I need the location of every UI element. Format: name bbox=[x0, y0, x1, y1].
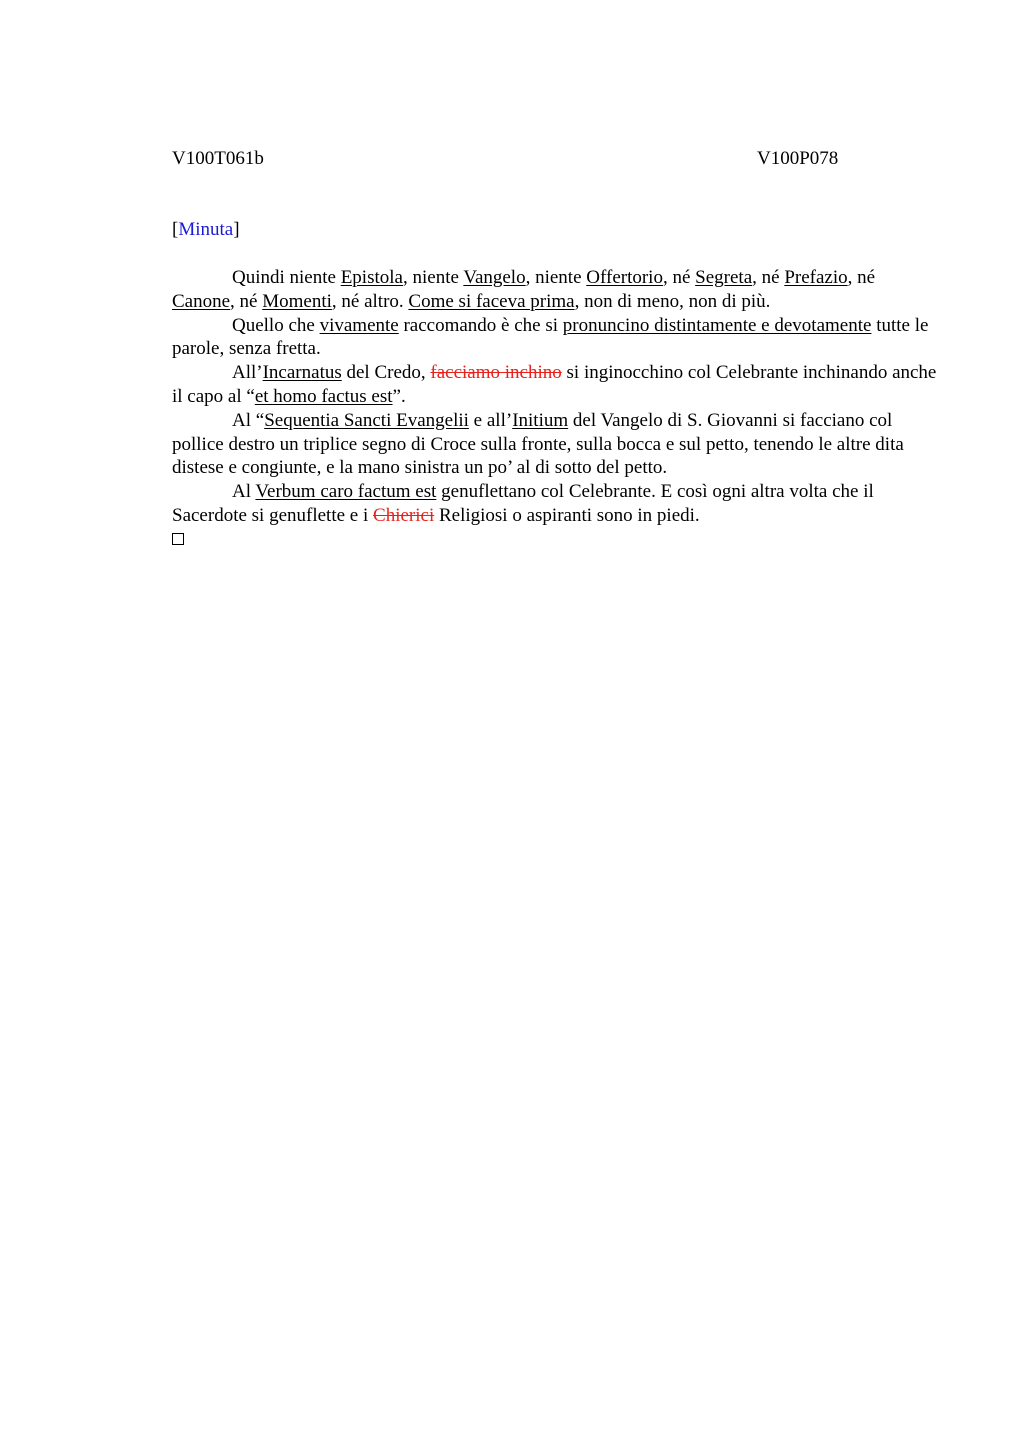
tag-label: Minuta bbox=[178, 219, 234, 240]
underlined-text: et homo factus est bbox=[254, 385, 393, 407]
underlined-text: Canone bbox=[172, 290, 231, 312]
underlined-text: Initium bbox=[512, 409, 569, 431]
paragraph bbox=[172, 266, 942, 314]
text-run: si inginocchino col Celebrante inchinando anche il capo al “ bbox=[172, 362, 937, 407]
text-run: Quindi niente bbox=[232, 267, 341, 288]
text-run: Al “ bbox=[232, 409, 265, 431]
text-run: , niente bbox=[525, 267, 587, 288]
text-run: del Vangelo di S. Giovanni si facciano col pollice destro un triplice segno di Croce sulla fronte, sulla bocca e sul petto, tenendo le altre dita distese e congiunte, e la mano sinistra un po’ al di sotto del petto. bbox=[172, 409, 904, 479]
underlined-text: Verbum caro factum est bbox=[255, 481, 437, 503]
text-run: Al bbox=[232, 481, 256, 503]
text-run: del Credo, bbox=[341, 362, 431, 384]
text-run: , niente bbox=[402, 267, 464, 288]
paragraph bbox=[172, 409, 942, 480]
text-run: , né bbox=[847, 267, 876, 288]
text-run: genuflettano col Celebrante. E così ogni altra volta che il Sacerdote si genuflette e i bbox=[172, 481, 874, 526]
tag-close-bracket: ] bbox=[233, 219, 240, 240]
paragraph bbox=[172, 361, 942, 409]
underlined-text: vivamente bbox=[319, 314, 399, 336]
underlined-text: Incarnatus bbox=[262, 362, 342, 384]
deleted-text: facciamo inchino bbox=[430, 362, 562, 384]
underlined-text: Vangelo bbox=[463, 267, 526, 288]
text-run: , non di meno, non di più. bbox=[574, 290, 771, 312]
text-run: Religiosi o aspiranti sono in piedi. bbox=[434, 504, 700, 526]
document-code-right: V100P078 bbox=[757, 148, 839, 169]
underlined-text: Epistola bbox=[340, 267, 403, 288]
underlined-text: Sequentia Sancti Evangelii bbox=[264, 409, 469, 431]
text-run: , né bbox=[752, 267, 785, 288]
paragraph-list bbox=[172, 266, 942, 528]
text-run: raccomando è che si bbox=[398, 314, 563, 336]
deleted-text: Chierici bbox=[373, 504, 435, 526]
paragraph bbox=[172, 480, 942, 528]
underlined-text: Segreta bbox=[695, 267, 753, 288]
section-tag bbox=[172, 218, 240, 242]
underlined-text: Come si faceva prima bbox=[408, 290, 575, 312]
paragraph bbox=[172, 314, 942, 362]
text-run: All’ bbox=[232, 362, 263, 384]
text-run: e all’ bbox=[468, 409, 513, 431]
document-code-left: V100T061b bbox=[172, 148, 264, 169]
text-run: ”. bbox=[392, 385, 406, 407]
underlined-text: Prefazio bbox=[784, 267, 848, 288]
text-run: Quello che bbox=[232, 314, 320, 336]
end-of-text-marker bbox=[172, 528, 942, 552]
text-run: , né bbox=[662, 267, 696, 288]
underlined-text: pronuncino distintamente e devotamente bbox=[562, 314, 872, 336]
square-icon bbox=[172, 533, 184, 545]
underlined-text: Momenti bbox=[262, 290, 332, 312]
underlined-text: Offertorio bbox=[586, 267, 663, 288]
text-run: tutte le parole, senza fretta. bbox=[172, 314, 929, 360]
text-run: , né altro. bbox=[331, 290, 409, 312]
text-run: , né bbox=[230, 290, 263, 312]
tag-open-bracket: [ bbox=[172, 219, 179, 240]
document-body bbox=[172, 266, 942, 552]
